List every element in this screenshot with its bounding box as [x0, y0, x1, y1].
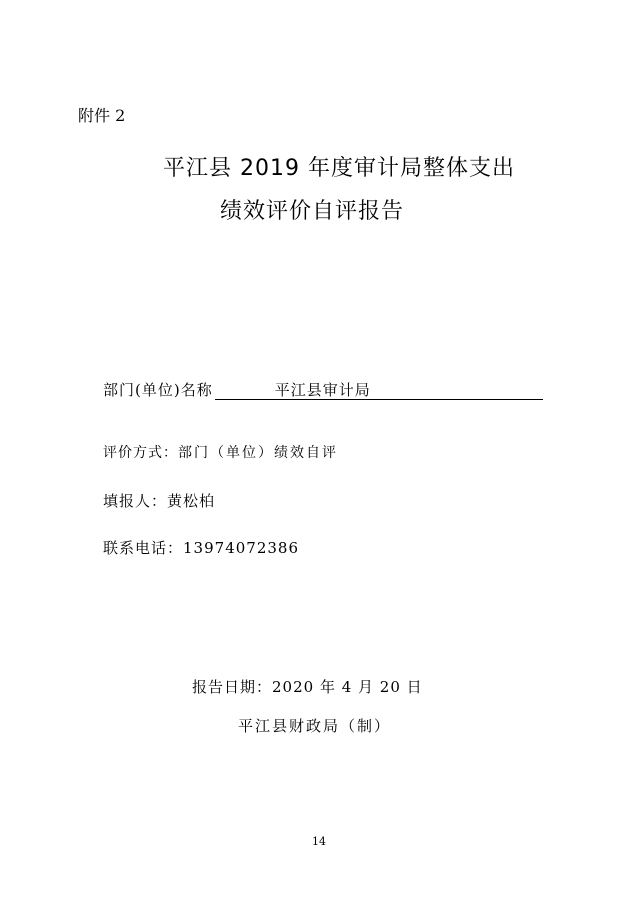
evaluation-method-row — [103, 442, 338, 462]
phone-label: 联系电话： — [103, 539, 184, 557]
report-title-line-2: 绩效评价自评报告 — [220, 199, 405, 224]
department-value: 平江县审计局 — [215, 381, 543, 400]
evaluation-method-label: 评价方式： — [103, 445, 178, 461]
filler-value: 黄松柏 — [167, 492, 216, 510]
evaluation-method-value: 部门（单位）绩效自评 — [178, 445, 338, 461]
report-title-line-1: 平江县 2019 年度审计局整体支出 — [163, 156, 515, 181]
attachment-label: 附件 2 — [78, 106, 126, 125]
filler-label: 填报人： — [103, 492, 168, 510]
phone-value: 13974072386 — [183, 539, 299, 557]
report-date: 报告日期：2020 年 4 月 20 日 — [192, 678, 423, 696]
issuer: 平江县财政局（制） — [238, 717, 392, 735]
filler-row — [103, 490, 215, 511]
department-row — [103, 379, 543, 400]
page-number: 14 — [312, 835, 326, 848]
phone-row — [103, 537, 299, 558]
department-label: 部门(单位)名称 — [103, 381, 213, 399]
